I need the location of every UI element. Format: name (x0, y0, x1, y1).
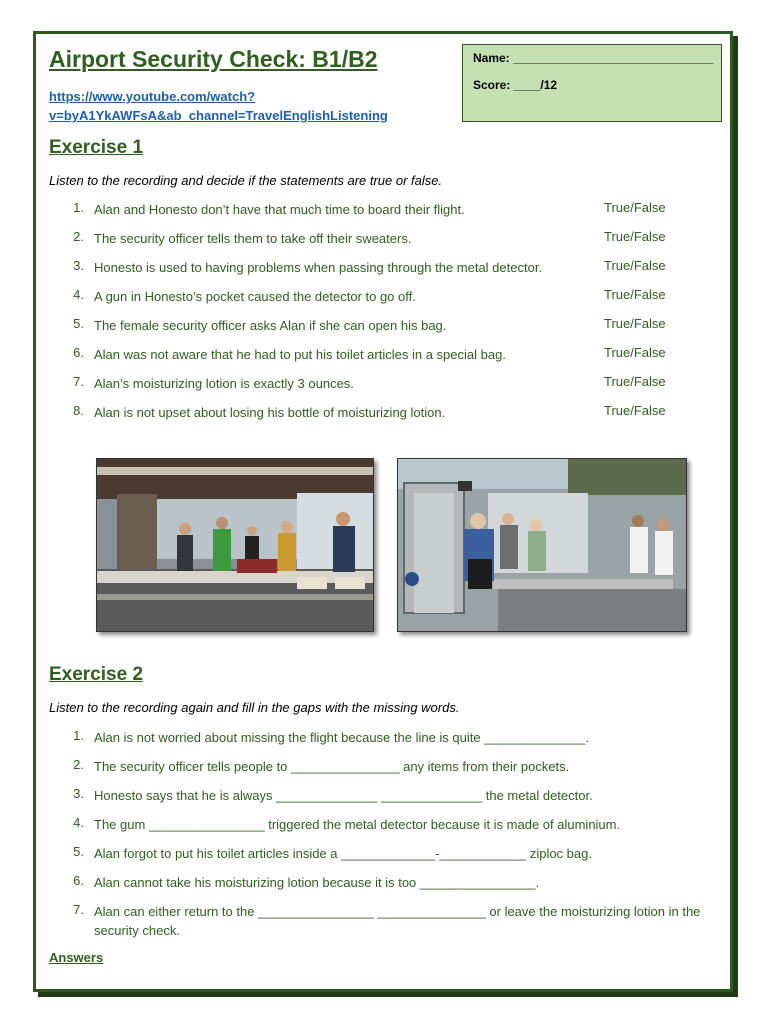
worksheet-frame (33, 31, 733, 992)
security-line-photo-1 (96, 458, 374, 632)
gap-fill-sentence: The security officer tells people to _______________ any items from their pockets. (94, 759, 570, 774)
true-false-label: True/False (604, 316, 666, 331)
statement-text: The female security officer asks Alan if she can open his bag. (94, 318, 447, 333)
true-false-label: True/False (604, 403, 666, 418)
statement-text: Alan’s moisturizing lotion is exactly 3 ounces. (94, 376, 354, 391)
statement-text: Alan and Honesto don’t have that much time to board their flight. (94, 202, 465, 217)
statement-text: Alan is not upset about losing his bottle of moisturizing lotion. (94, 405, 446, 420)
item-number: 1. (73, 200, 84, 215)
item-number: 6. (73, 345, 84, 360)
exercise-1-instruction: Listen to the recording and decide if the statements are true or false. (49, 173, 443, 188)
true-false-label: True/False (604, 258, 666, 273)
statement-text: A gun in Honesto’s pocket caused the detector to go off. (94, 289, 416, 304)
item-number: 2. (73, 229, 84, 244)
item-number: 5. (73, 316, 84, 331)
score-field[interactable]: Score: ____/12 (473, 78, 558, 92)
exercise-2-instruction: Listen to the recording again and fill in the gaps with the missing words. (49, 700, 460, 715)
true-false-label: True/False (604, 345, 666, 360)
statement-text: Alan was not aware that he had to put his toilet articles in a special bag. (94, 347, 506, 362)
true-false-label: True/False (604, 374, 666, 389)
true-false-label: True/False (604, 229, 666, 244)
youtube-link[interactable] (49, 87, 409, 125)
name-field[interactable]: Name: ______________________________ (473, 51, 714, 65)
security-line-photo-2-image (398, 459, 686, 631)
gap-fill-sentence: Alan forgot to put his toilet articles inside a _____________-____________ ziploc bag. (94, 846, 592, 861)
item-number: 6. (73, 873, 84, 888)
gap-fill-sentence: Honesto says that he is always ______________ ______________ the metal detector. (94, 788, 593, 803)
item-number: 3. (73, 258, 84, 273)
statement-text: Honesto is used to having problems when passing through the metal detector. (94, 260, 543, 275)
item-number: 1. (73, 728, 84, 743)
gap-fill-sentence: Alan cannot take his moisturizing lotion because it is too ________________. (94, 875, 540, 890)
item-number: 4. (73, 815, 84, 830)
true-false-label: True/False (604, 287, 666, 302)
gap-fill-sentence: Alan is not worried about missing the flight because the line is quite ______________. (94, 730, 590, 745)
item-number: 7. (73, 374, 84, 389)
security-line-photo-2 (397, 458, 687, 632)
exercise-2-heading: Exercise 2 (49, 664, 144, 685)
item-number: 2. (73, 757, 84, 772)
item-number: 3. (73, 786, 84, 801)
security-line-photo-1-image (97, 459, 373, 631)
answers-link[interactable]: Answers (49, 950, 104, 965)
statement-text: The security officer tells them to take off their sweaters. (94, 231, 412, 246)
gap-fill-sentence: Alan can either return to the ________________ _______________ or leave the moisturizing lotion in the security check. (94, 904, 701, 938)
item-number: 5. (73, 844, 84, 859)
item-number: 8. (73, 403, 84, 418)
item-number: 4. (73, 287, 84, 302)
name-score-box (462, 44, 722, 122)
item-number: 7. (73, 902, 84, 917)
true-false-label: True/False (604, 200, 666, 215)
page-title: Airport Security Check: B1/B2 (49, 46, 378, 72)
youtube-link-line1[interactable]: https://www.youtube.com/watch? (49, 89, 256, 104)
exercise-1-heading: Exercise 1 (49, 137, 144, 158)
youtube-link-line2[interactable]: v=byA1YkAWFsA&ab_channel=TravelEnglishListening (49, 108, 388, 123)
gap-fill-sentence: The gum ________________ triggered the metal detector because it is made of aluminium. (94, 817, 621, 832)
